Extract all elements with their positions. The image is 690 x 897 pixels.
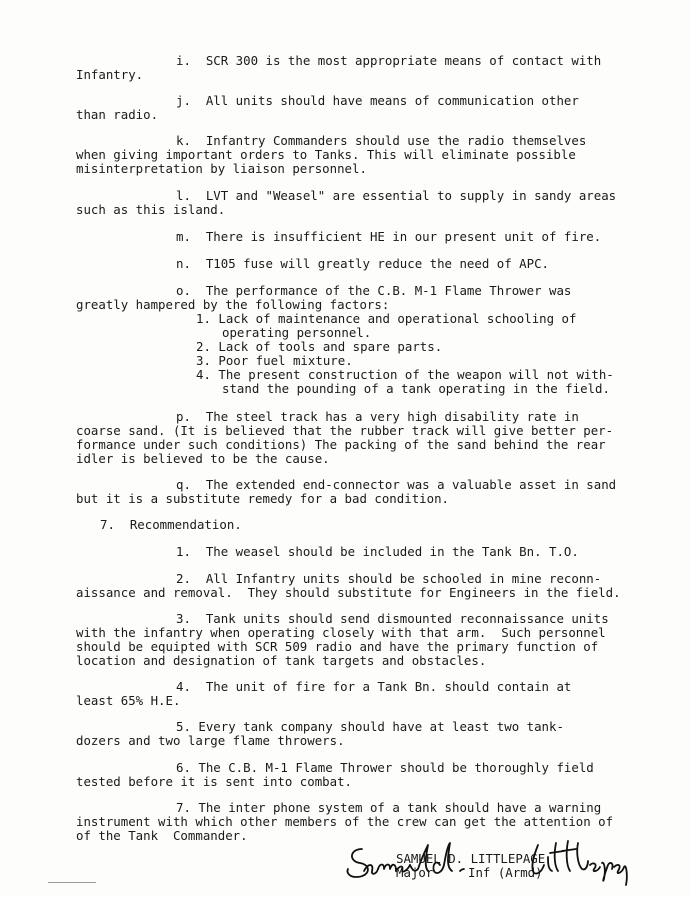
para-i-line-2: Infantry. (76, 67, 144, 82)
bottom-margin-rule (48, 882, 96, 883)
rec-7-line-2: instrument with which other members of the crew can get the attention of (76, 814, 614, 829)
para-o-item-3: 3. Poor fuel mixture. (196, 353, 353, 368)
rec-4-line-1: 4. The unit of fire for a Tank Bn. should contain at (176, 679, 572, 694)
para-l-line-2: such as this island. (76, 202, 226, 217)
para-o-line-1: o. The performance of the C.B. M-1 Flame Thrower was (176, 283, 572, 298)
para-o-item-2: 2. Lack of tools and spare parts. (196, 339, 443, 354)
rec-2-line-1: 2. All Infantry units should be schooled in mine reconn- (176, 571, 602, 586)
para-n: n. T105 fuse will greatly reduce the need of APC. (176, 256, 549, 271)
rec-3-line-2: with the infantry when operating closely with that arm. Such personnel (76, 625, 606, 640)
rec-6-line-1: 6. The C.B. M-1 Flame Thrower should be thoroughly field (176, 760, 594, 775)
para-j-line-1: j. All units should have means of communication other (176, 93, 579, 108)
rec-3-line-3: should be equipted with SCR 509 radio and have the primary function of (76, 639, 599, 654)
para-p-line-4: idler is believed to be the cause. (76, 451, 330, 466)
rec-3-line-1: 3. Tank units should send dismounted reconnaissance units (176, 611, 609, 626)
section-7-heading: 7. Recommendation. (100, 517, 242, 532)
para-o-line-2: greatly hampered by the following factors: (76, 297, 390, 312)
rec-7-line-3: of the Tank Commander. (76, 828, 248, 843)
rec-2-line-2: aissance and removal. They should substitute for Engineers in the field. (76, 585, 621, 600)
signature-rank: Major (396, 865, 434, 880)
handwritten-signature (342, 835, 642, 895)
para-o-item-1: 1. Lack of maintenance and operational schooling of (196, 311, 577, 326)
para-o-item-1-cont: operating personnel. (222, 325, 372, 340)
para-k-line-2: when giving important orders to Tanks. This will eliminate possible (76, 147, 576, 162)
rec-7-line-1: 7. The inter phone system of a tank should have a warning (176, 800, 602, 815)
para-o-item-4-cont: stand the pounding of a tank operating in the field. (222, 381, 610, 396)
rec-1: 1. The weasel should be included in the Tank Bn. T.O. (176, 544, 579, 559)
rec-6-line-2: tested before it is sent into combat. (76, 774, 353, 789)
rec-4-line-2: least 65% H.E. (76, 693, 181, 708)
para-i-line-1: i. SCR 300 is the most appropriate means of contact with (176, 53, 602, 68)
para-j-line-2: than radio. (76, 107, 159, 122)
rec-3-line-4: location and designation of tank targets and obstacles. (76, 653, 487, 668)
para-p-line-3: formance under such conditions) The packing of the sand behind the rear (76, 437, 606, 452)
para-q-line-2: but it is a substitute remedy for a bad condition. (76, 491, 449, 506)
para-p-line-1: p. The steel track has a very high disability rate in (176, 409, 579, 424)
para-l-line-1: l. LVT and "Weasel" are essential to supply in sandy areas (176, 188, 617, 203)
para-m: m. There is insufficient HE in our present unit of fire. (176, 229, 602, 244)
signature-typed-name: SAMUEL D. LITTLEPAGE (396, 851, 546, 866)
para-k-line-3: misinterpretation by liaison personnel. (76, 161, 367, 176)
para-o-item-4: 4. The present construction of the weapon will not with- (196, 367, 614, 382)
rec-5-line-2: dozers and two large flame throwers. (76, 733, 345, 748)
rec-5-line-1: 5. Every tank company should have at least two tank- (176, 719, 564, 734)
para-p-line-2: coarse sand. (It is believed that the rubber track will give better per- (76, 423, 614, 438)
para-q-line-1: q. The extended end-connector was a valuable asset in sand (176, 477, 617, 492)
para-k-line-1: k. Infantry Commanders should use the radio themselves (176, 133, 587, 148)
signature-branch: Inf (Armd) (468, 865, 543, 880)
